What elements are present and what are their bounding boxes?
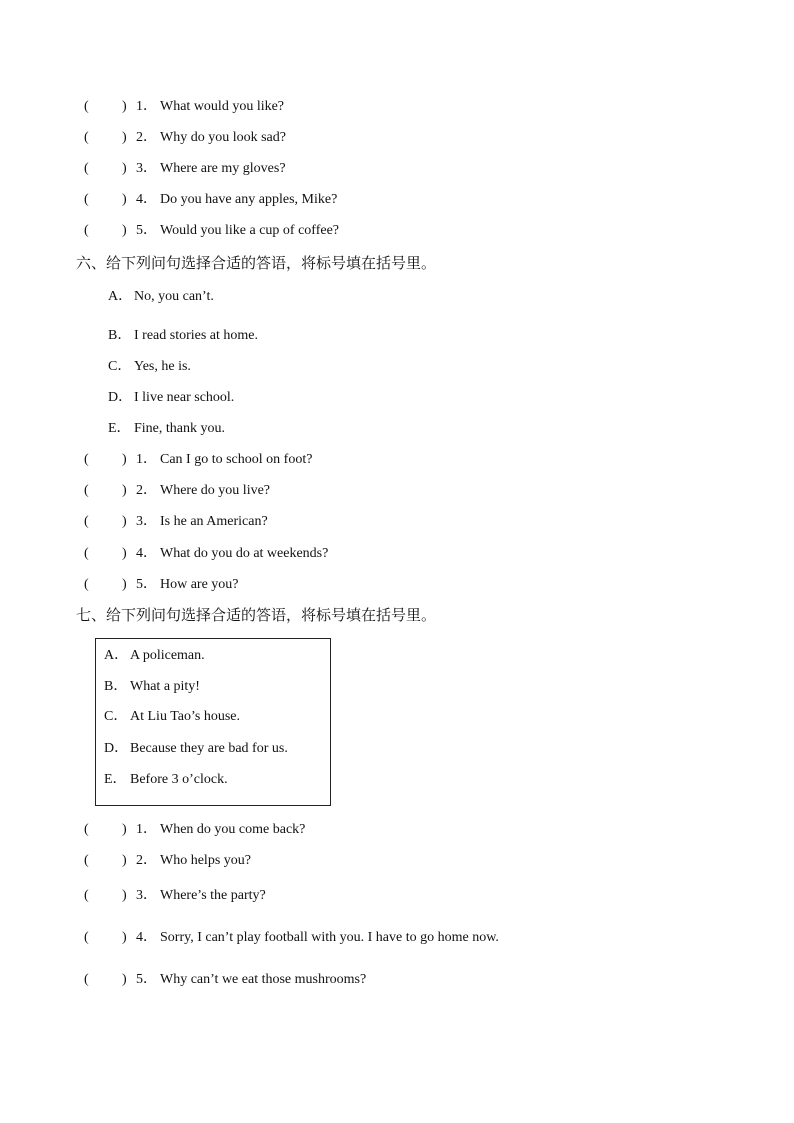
s7-option-c <box>104 708 240 726</box>
answer-blank-close: ) <box>122 972 127 987</box>
question-text: Can I go to school on foot? <box>160 452 313 467</box>
s6-option-a <box>108 288 214 306</box>
question-number: 3． <box>136 161 157 176</box>
section-7-heading: 七、给下列问句选择合适的答语，将标号填在括号里。 <box>76 606 437 624</box>
answer-blank-open[interactable]: ( <box>84 822 89 837</box>
question-text: Why can’t we eat those mushrooms? <box>160 972 367 987</box>
option-text: At Liu Tao’s house. <box>130 709 240 724</box>
question-text: Would you like a cup of coffee? <box>160 223 339 238</box>
option-text: I read stories at home. <box>134 328 259 343</box>
question-number: 4． <box>136 192 157 207</box>
option-letter: C． <box>104 709 128 724</box>
answer-blank-open[interactable]: ( <box>84 514 89 529</box>
answer-blank-close: ) <box>122 192 127 207</box>
option-letter: E． <box>108 421 131 436</box>
answer-blank-open[interactable]: ( <box>84 930 89 945</box>
question-number: 3． <box>136 888 157 903</box>
question-number: 5． <box>136 223 157 238</box>
answer-blank-close: ) <box>122 161 127 176</box>
question-number: 2． <box>136 853 157 868</box>
option-text: A policeman. <box>130 648 205 663</box>
option-letter: D． <box>108 390 133 405</box>
answer-blank-close: ) <box>122 577 127 592</box>
option-letter: A． <box>104 648 129 663</box>
question-text: Where’s the party? <box>160 888 266 903</box>
answer-blank-close: ) <box>122 930 127 945</box>
option-letter: A． <box>108 289 133 304</box>
option-text: Before 3 o’clock. <box>130 772 228 787</box>
answer-blank-close: ) <box>122 546 127 561</box>
answer-blank-open[interactable]: ( <box>84 130 89 145</box>
question-number: 5． <box>136 972 157 987</box>
question-number: 2． <box>136 130 157 145</box>
answer-blank-open[interactable]: ( <box>84 972 89 987</box>
question-text: When do you come back? <box>160 822 306 837</box>
question-number: 4． <box>136 546 157 561</box>
question-text: What do you do at weekends? <box>160 546 329 561</box>
option-letter: B． <box>104 679 128 694</box>
answer-blank-open[interactable]: ( <box>84 853 89 868</box>
question-number: 4． <box>136 930 157 945</box>
option-letter: C． <box>108 359 132 374</box>
question-number: 3． <box>136 514 157 529</box>
option-text: What a pity! <box>130 679 200 694</box>
option-text: I live near school. <box>134 390 235 405</box>
s7-option-d <box>104 740 288 758</box>
answer-blank-open[interactable]: ( <box>84 161 89 176</box>
question-number: 1． <box>136 99 157 114</box>
question-text: Do you have any apples, Mike? <box>160 192 338 207</box>
answer-blank-close: ) <box>122 483 127 498</box>
question-text: What would you like? <box>160 99 285 114</box>
question-text: How are you? <box>160 577 239 592</box>
answer-blank-open[interactable]: ( <box>84 546 89 561</box>
question-text: Is he an American? <box>160 514 268 529</box>
question-number: 2． <box>136 483 157 498</box>
answer-blank-open[interactable]: ( <box>84 192 89 207</box>
option-letter: B． <box>108 328 132 343</box>
question-text: Who helps you? <box>160 853 251 868</box>
question-number: 1． <box>136 452 157 467</box>
answer-blank-open[interactable]: ( <box>84 99 89 114</box>
answer-blank-close: ) <box>122 822 127 837</box>
option-letter: D． <box>104 741 129 756</box>
s6-option-b <box>108 327 258 345</box>
s7-option-a <box>104 647 205 665</box>
answer-blank-close: ) <box>122 452 127 467</box>
answer-blank-close: ) <box>122 130 127 145</box>
option-text: Yes, he is. <box>134 359 191 374</box>
question-text: Why do you look sad? <box>160 130 286 145</box>
answer-blank-open[interactable]: ( <box>84 223 89 238</box>
s6-option-e <box>108 420 225 438</box>
question-text: Where do you live? <box>160 483 271 498</box>
answer-blank-open[interactable]: ( <box>84 483 89 498</box>
answer-blank-open[interactable]: ( <box>84 888 89 903</box>
question-number: 1． <box>136 822 157 837</box>
option-letter: E． <box>104 772 127 787</box>
answer-blank-close: ) <box>122 514 127 529</box>
question-number: 5． <box>136 577 157 592</box>
s7-option-e <box>104 771 228 789</box>
answer-blank-close: ) <box>122 99 127 114</box>
answer-blank-open[interactable]: ( <box>84 452 89 467</box>
s7-option-b <box>104 678 200 696</box>
option-text: No, you can’t. <box>134 289 214 304</box>
answer-blank-open[interactable]: ( <box>84 577 89 592</box>
answer-blank-close: ) <box>122 223 127 238</box>
answer-blank-close: ) <box>122 888 127 903</box>
section-6-heading: 六、给下列问句选择合适的答语，将标号填在括号里。 <box>76 254 437 272</box>
option-text: Fine, thank you. <box>134 421 225 436</box>
answer-blank-close: ) <box>122 853 127 868</box>
s6-option-d <box>108 389 234 407</box>
option-text: Because they are bad for us. <box>130 741 288 756</box>
question-text: Where are my gloves? <box>160 161 286 176</box>
question-text: Sorry, I can’t play football with you. I have to go home now. <box>160 930 499 945</box>
s6-option-c <box>108 358 191 376</box>
